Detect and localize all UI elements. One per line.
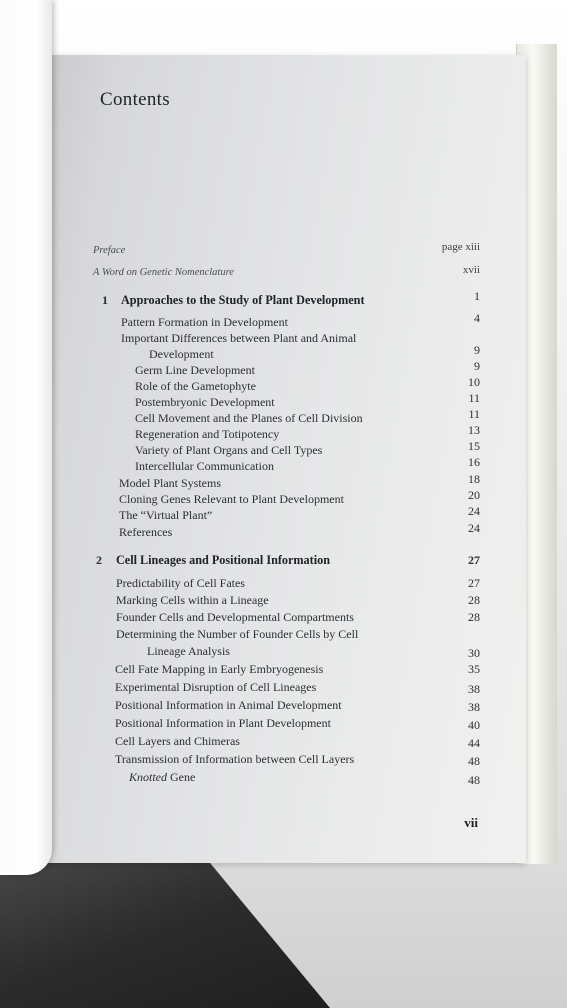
toc-page: 48 [468, 773, 480, 787]
toc-row [48, 391, 526, 411]
toc-row [48, 593, 526, 609]
toc-label: Regeneration and Totipotency [135, 427, 280, 441]
toc-page: 44 [468, 736, 480, 750]
facing-page [0, 0, 52, 875]
toc-row [48, 627, 526, 643]
toc-row [48, 698, 526, 714]
toc-row [48, 752, 526, 768]
toc-label: Lineage Analysis [147, 644, 230, 658]
toc-label: A Word on Genetic Nomenclature [93, 267, 234, 278]
toc-label: References [119, 525, 173, 539]
toc-label: Preface [93, 245, 126, 256]
toc-label: Founder Cells and Developmental Compartments [116, 610, 354, 624]
chapter-number: 1 [102, 293, 108, 307]
toc-label: Model Plant Systems [119, 476, 222, 490]
toc-row-preface [48, 241, 526, 261]
toc-page: 28 [468, 593, 480, 607]
toc-label [129, 770, 195, 785]
toc-row [48, 576, 526, 592]
toc-page: 24 [468, 521, 480, 535]
toc-row [48, 488, 526, 508]
toc-row [48, 375, 526, 395]
toc-page: 15 [468, 439, 480, 453]
toc-row [48, 504, 526, 524]
toc-label: The “Virtual Plant” [119, 508, 213, 522]
toc-page: page xiii [441, 241, 480, 253]
toc-label: Germ Line Development [135, 363, 255, 377]
toc-page: 30 [468, 646, 480, 660]
toc-label: Pattern Formation in Development [121, 315, 288, 329]
toc-page: 24 [468, 504, 480, 518]
toc-label: Cell Layers and Chimeras [115, 734, 240, 748]
toc-page: 27 [468, 553, 480, 567]
toc-page: 10 [468, 375, 480, 389]
toc-label: Important Differences between Plant and Animal [121, 331, 357, 345]
toc-page: 27 [468, 576, 480, 590]
toc-page: 48 [468, 754, 480, 768]
toc-label: Cell Movement and the Planes of Cell Division [135, 411, 363, 425]
toc-page: xvii [462, 264, 480, 276]
toc-label: Predictability of Cell Fates [116, 576, 245, 590]
toc-label: Transmission of Information between Cell Layers [115, 752, 355, 766]
toc-page: 13 [468, 423, 480, 437]
toc-label: Role of the Gametophyte [135, 379, 256, 393]
toc-row [48, 734, 526, 750]
toc-label: Variety of Plant Organs and Cell Types [135, 443, 323, 457]
toc-label: Cloning Genes Relevant to Plant Development [119, 492, 344, 506]
toc-label: Postembryonic Development [135, 395, 275, 409]
toc-page: 40 [468, 718, 480, 732]
toc-row [48, 610, 526, 626]
toc-row [48, 662, 526, 678]
toc-row [48, 439, 526, 459]
toc-row [48, 644, 526, 660]
toc-label: Intercellular Communication [135, 459, 274, 473]
toc-page: 38 [468, 700, 480, 714]
toc-row [48, 359, 526, 379]
toc-page: 38 [468, 682, 480, 696]
toc-page: 9 [474, 359, 480, 373]
toc-page: 20 [468, 488, 480, 502]
chapter-1-heading [48, 289, 526, 309]
toc-label: Positional Information in Plant Development [115, 716, 331, 730]
toc-page: 18 [468, 472, 480, 486]
toc-page: 16 [468, 455, 480, 469]
page-title: Contents [100, 89, 170, 110]
toc-row [48, 423, 526, 443]
page-number: vii [464, 815, 478, 830]
toc-row [48, 343, 526, 363]
gene-name: Knotted [129, 770, 167, 784]
toc-label: Development [149, 347, 214, 361]
toc-label-rest: Gene [167, 770, 196, 784]
chapter-2-heading [48, 553, 526, 569]
toc-label: Cell Fate Mapping in Early Embryogenesis [115, 662, 324, 676]
chapter-title: Approaches to the Study of Plant Development [121, 293, 365, 307]
toc-row [48, 455, 526, 475]
toc-page: 28 [468, 610, 480, 624]
toc-label: Experimental Disruption of Cell Lineages [115, 680, 317, 694]
toc-row [48, 472, 526, 492]
chapter-title: Cell Lineages and Positional Information [116, 553, 330, 567]
toc-label: Marking Cells within a Lineage [116, 593, 269, 607]
toc-label: Positional Information in Animal Development [115, 698, 342, 712]
toc-page: 4 [474, 311, 480, 325]
toc-row-nomenclature [48, 264, 526, 283]
toc-page: 1 [474, 289, 480, 303]
toc-label: Determining the Number of Founder Cells by Cell [116, 627, 359, 641]
toc-row [48, 311, 526, 331]
toc-page: 11 [468, 391, 480, 405]
toc-row [48, 331, 526, 347]
toc-page: 35 [468, 662, 480, 676]
toc-row [48, 521, 526, 541]
contents-page [48, 55, 526, 863]
toc-page: 11 [468, 407, 480, 421]
toc-page: 9 [474, 343, 480, 357]
chapter-number: 2 [96, 553, 102, 567]
toc-row [48, 407, 526, 427]
toc-row [48, 680, 526, 696]
toc-row [48, 716, 526, 732]
toc-row [48, 770, 526, 786]
